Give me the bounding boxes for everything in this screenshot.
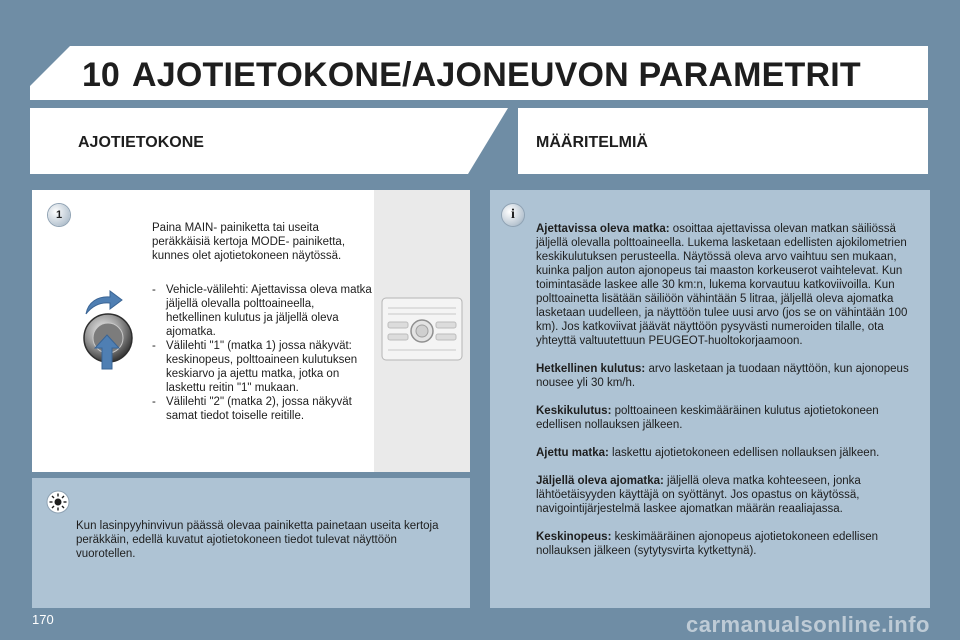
tip-text: Kun lasinpyyhinvivun päässä olevaa painiketta painetaan useita kertoja peräkkäin, edellä kuvatut ajotietokoneen tiedot tulevat näyttöön vuorotellen.	[76, 520, 439, 560]
definition-text: keskimääräinen ajonopeus ajotietokoneen edellisen nollauksen jälkeen (sytytysvirta kytkettynä).	[536, 531, 879, 557]
section-divider	[468, 108, 518, 174]
definition-term: Keskikulutus:	[536, 405, 612, 417]
sun-icon	[46, 490, 70, 514]
tab-list	[146, 283, 372, 423]
definition-term: Jäljellä oleva ajomatka:	[536, 475, 664, 487]
definition-text: laskettu ajotietokoneen edellisen nollauksen jälkeen.	[608, 447, 880, 459]
radio-unit-icon	[374, 190, 470, 472]
definition-text: jäljellä oleva matka kohteeseen, jonka lähtöetäisyyden käyttäjä on syöttänyt. Jos opastus on käytössä, navigointijärjestelmä laskee ajomatkan määrän reaaliajassa.	[536, 475, 861, 515]
definition-item	[536, 222, 916, 348]
watermark: carmanualsonline.info	[686, 612, 930, 637]
definition-item	[536, 404, 916, 432]
chapter-number: 10	[82, 56, 120, 94]
list-item: - Välilehti "2" (matka 2), jossa näkyvät samat tiedot toiselle reitille.	[146, 395, 372, 423]
page-title: AJOTIETOKONE/AJONEUVON PARAMETRIT	[132, 56, 861, 94]
section-title-right: MÄÄRITELMIÄ	[536, 134, 648, 151]
definition-term: Hetkellinen kulutus:	[536, 363, 646, 375]
definition-term: Keskinopeus:	[536, 531, 612, 543]
list-item: - Vehicle-välilehti: Ajettavissa oleva matka jäljellä olevalla polttoaineella, hetkellinen kulutus ja jäljellä oleva ajomatka.	[146, 283, 372, 339]
definition-item	[536, 362, 916, 390]
section-title-left: AJOTIETOKONE	[78, 134, 204, 151]
definition-item	[536, 474, 916, 516]
definition-text: polttoaineen keskimääräinen kulutus ajotietokoneen edellisen nollauksen jälkeen.	[536, 405, 879, 431]
info-icon: i	[502, 204, 524, 226]
push-arrow-icon	[94, 334, 120, 370]
definition-item	[536, 530, 916, 558]
definition-term: Ajettu matka:	[536, 447, 609, 459]
list-item: - Välilehti "1" (matka 1) jossa näkyvät: keskinopeus, polttoaineen kulutuksen keskiarvo ja ajettu matka, jotka on laskettu reitin "1" mukaan.	[146, 339, 372, 395]
radio-unit-image-area	[374, 190, 470, 472]
definition-text: arvo lasketaan ja tuodaan näyttöön, kun ajonopeus nousee yli 30 km/h.	[536, 363, 909, 389]
definition-term: Ajettavissa oleva matka:	[536, 223, 670, 235]
definition-text: osoittaa ajettavissa olevan matkan säiliössä jäljellä olevalla polttoaineella. Lukema lasketaan edellisten ajokilometrien keskikulutuksen perusteella. Näytössä oleva arvo vaihtuu sen mukaan, kuinka paljon auton ajonopeus tai maaston korkeuserot vaihtelevat. Kun toimintasäde laskee alle 30 km:n, lukema korvautuu katkoviivoilla. Kun polttoainetta lisätään säiliöön vähintään 5 litraa, jäljellä oleva ajomatka lasketaan uudelleen, ja näyttöön tulee uusi arvo (jos se on vähintään 100 km). Jos katkoviivat jäävät näyttöön pysyvästi numeroiden tilalle, ota yhteyttä valtuutettuun PEUGEOT-huoltokorjaamoon.	[536, 223, 908, 347]
definition-item	[536, 446, 916, 460]
definitions-list	[536, 222, 916, 572]
step-badge: 1	[48, 204, 70, 226]
page-number: 170	[32, 612, 54, 627]
intro-text: Paina MAIN- painiketta tai useita peräkkäisiä kertoja MODE- painiketta, kunnes olet ajotietokoneen näytössä.	[152, 222, 346, 262]
